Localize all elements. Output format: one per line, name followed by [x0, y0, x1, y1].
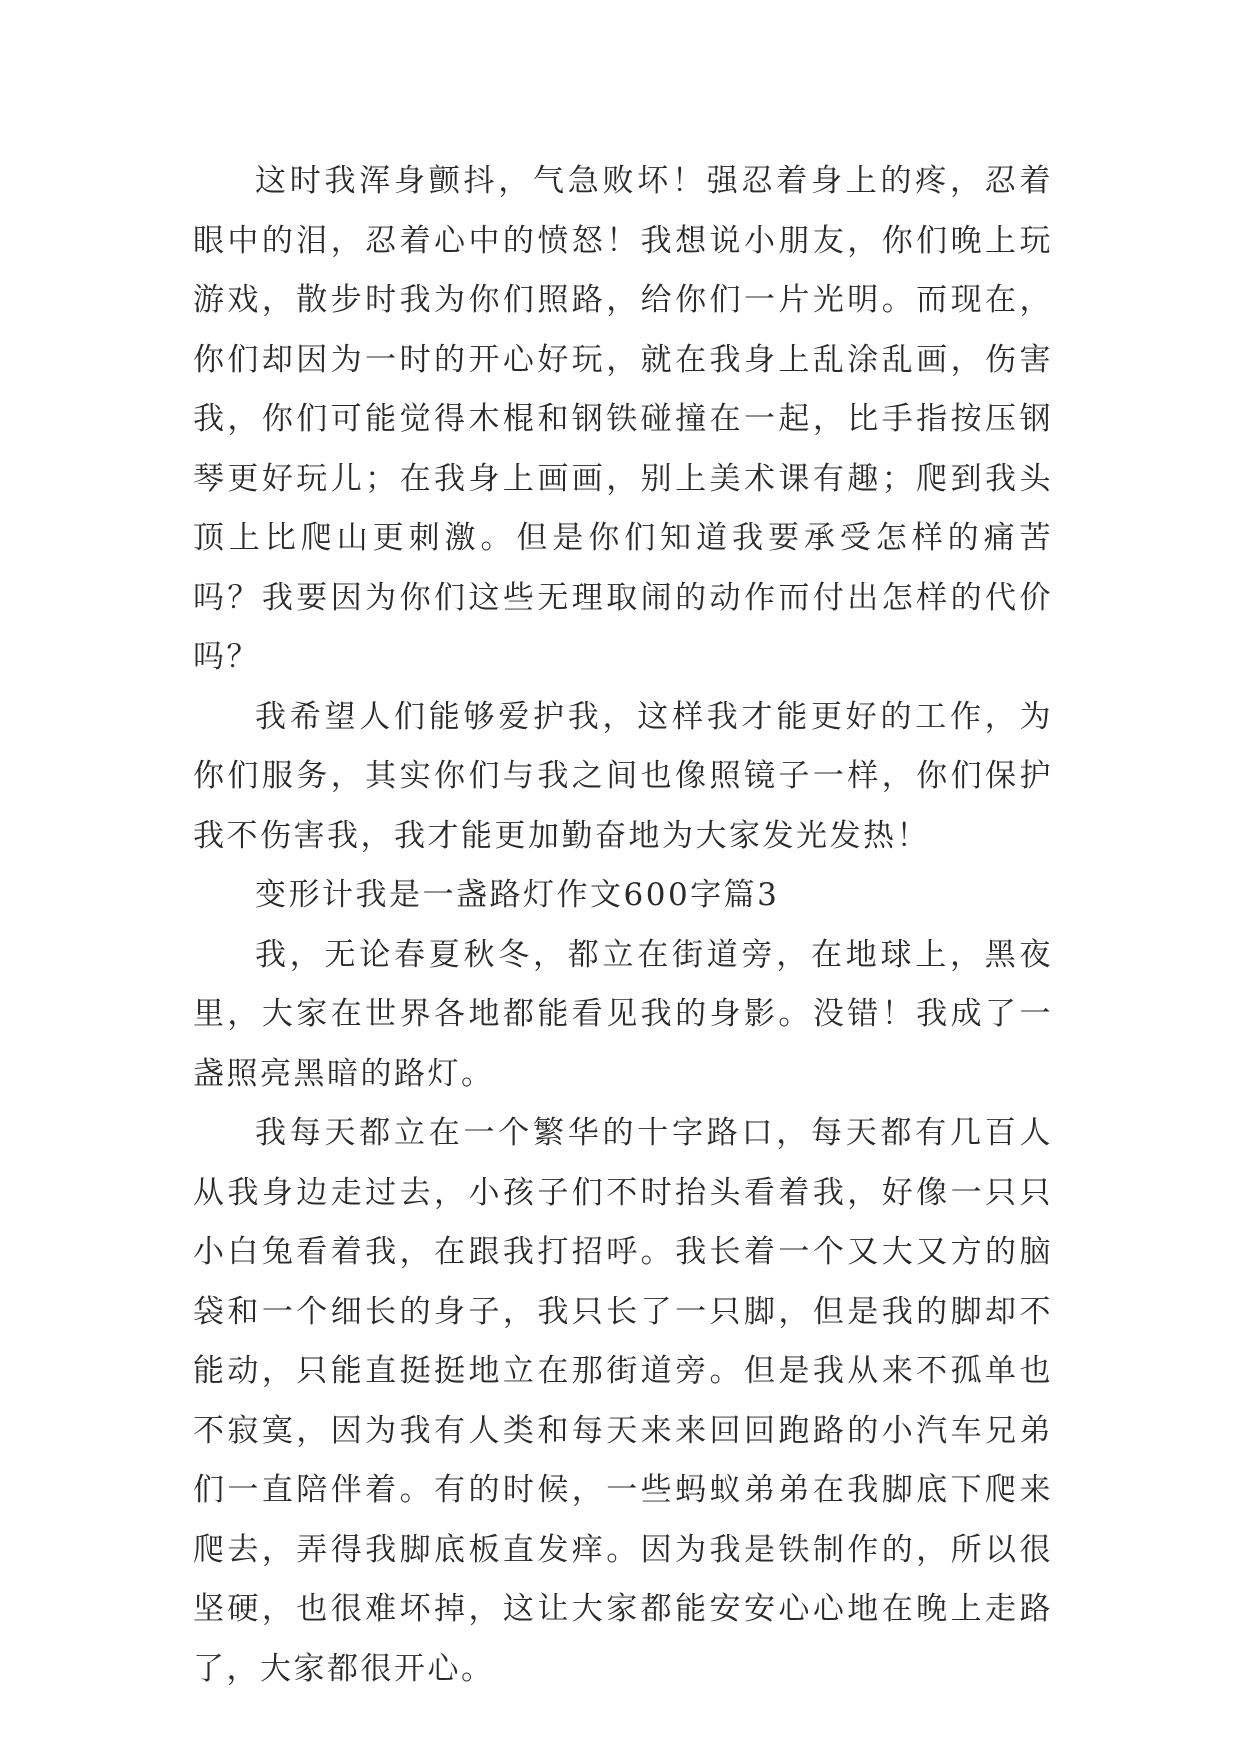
document-body	[193, 152, 1053, 1699]
paragraph-intro: 我，无论春夏秋冬，都立在街道旁，在地球上，黑夜里，大家在世界各地都能看见我的身影。没错！我成了一盏照亮黑暗的路灯。	[193, 936, 1053, 1092]
paragraph-complaint: 这时我浑身颤抖，气急败坏！强忍着身上的疼，忍着眼中的泪，忍着心中的愤怒！我想说小朋友，你们晚上玩游戏，散步时我为你们照路，给你们一片光明。而现在，你们却因为一时的开心好玩，就在我身上乱涂乱画，伤害我，你们可能觉得木棍和钢铁碰撞在一起，比手指按压钢琴更好玩儿；在我身上画画，别上美术课有趣；爬到我头顶上比爬山更刺激。但是你们知道我要承受怎样的痛苦吗？我要因为你们这些无理取闹的动作而付出怎样的代价吗？	[193, 163, 1053, 675]
paragraph-hope: 我希望人们能够爱护我，这样我才能更好的工作，为你们服务，其实你们与我之间也像照镜子一样，你们保护我不伤害我，我才能更加勤奋地为大家发光发热！	[193, 698, 1053, 854]
section-heading: 变形计我是一盏路灯作文600字篇3	[255, 877, 780, 913]
paragraph-daily-life: 我每天都立在一个繁华的十字路口，每天都有几百人从我身边走过去，小孩子们不时抬头看着我，好像一只只小白兔看着我，在跟我打招呼。我长着一个又大又方的脑袋和一个细长的身子，我只长了一只脚，但是我的脚却不能动，只能直挺挺地立在那街道旁。但是我从来不孤单也不寂寞，因为我有人类和每天来来回回跑路的小汽车兄弟们一直陪伴着。有的时候，一些蚂蚁弟弟在我脚底下爬来爬去，弄得我脚底板直发痒。因为我是铁制作的，所以很坚硬，也很难坏掉，这让大家都能安安心心地在晚上走路了，大家都很开心。	[193, 1115, 1053, 1687]
